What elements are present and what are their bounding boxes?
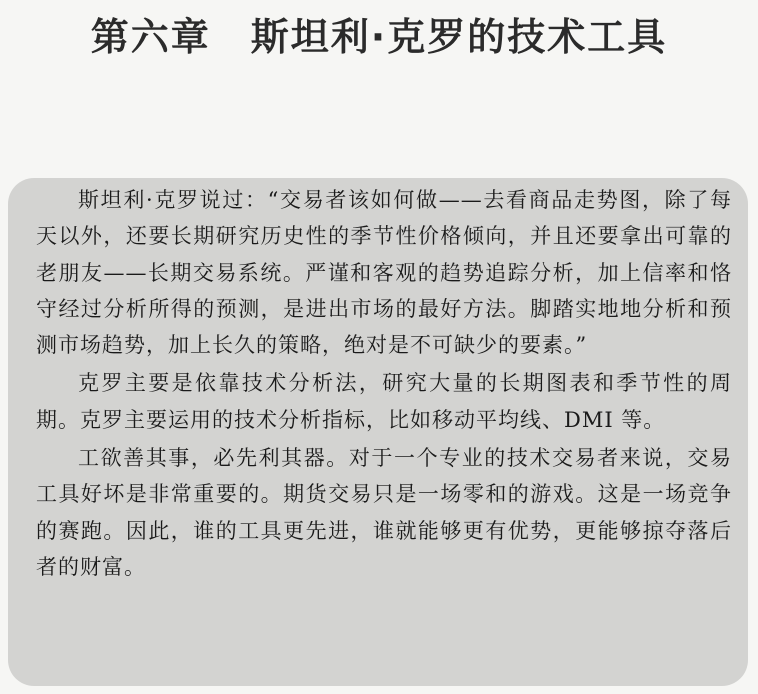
chapter-title: 第六章 斯坦利·克罗的技术工具 xyxy=(90,15,668,59)
paragraph-quote: 斯坦利·克罗说过：“交易者该如何做——去看商品走势图，除了每天以外，还要长期研究历史性的季节性价格倾向，并且还要拿出可靠的老朋友——长期交易系统。严谨和客观的趋势追踪分析，加上信率和恪守经过分析所得的预测，是进出市场的最好方法。脚踏实地地分析和预测市场趋势，加上长久的策略，绝对是不可缺少的要素。” xyxy=(36,188,732,358)
paragraph-tools: 工欲善其事，必先利其器。对于一个专业的技术交易者来说，交易工具好坏是非常重要的。期货交易只是一场零和的游戏。这是一场竞争的赛跑。因此，谁的工具更先进，谁就能够更有优势，更能够掠夺落后者的财富。 xyxy=(36,446,732,579)
paragraph-technical-analysis: 克罗主要是依靠技术分析法，研究大量的长期图表和季节性的周期。克罗主要运用的技术分析指标，比如移动平均线、DMI 等。 xyxy=(36,371,732,432)
intro-text-box xyxy=(8,178,748,686)
